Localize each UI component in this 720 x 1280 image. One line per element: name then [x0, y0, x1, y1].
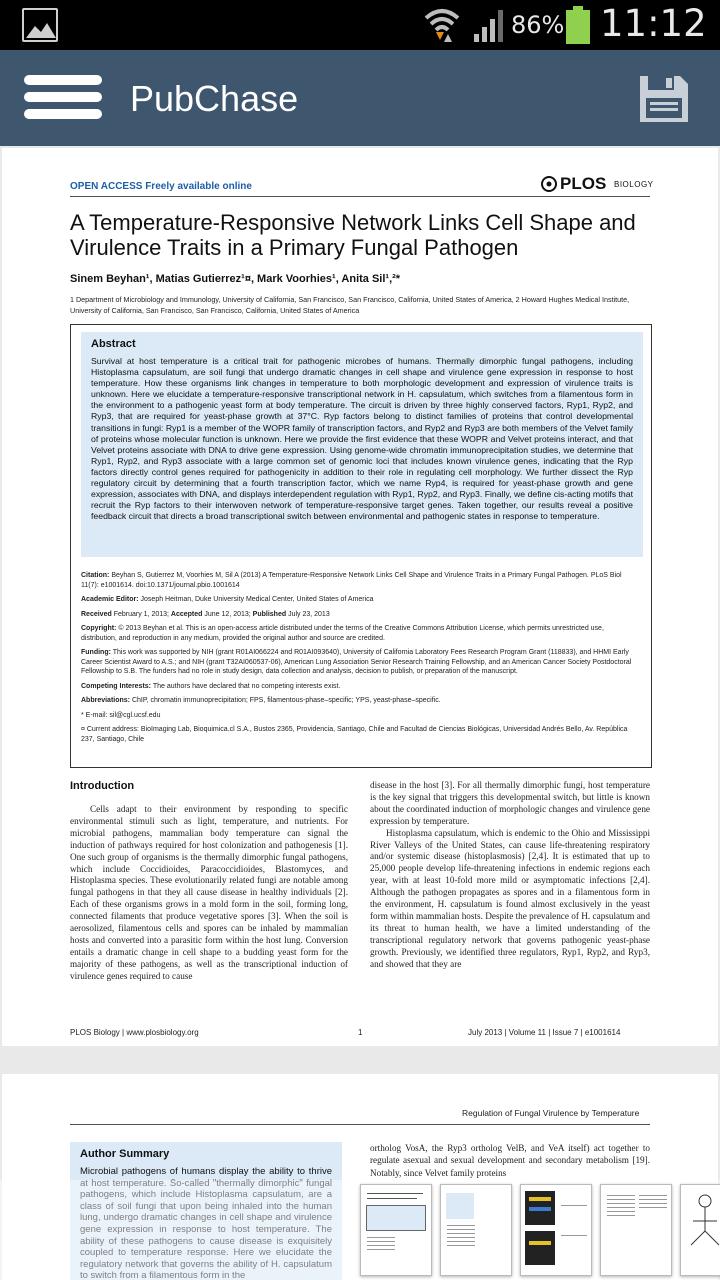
- footer-page-number: 1: [358, 1028, 363, 1037]
- status-bar: [0, 0, 720, 50]
- battery-percent: 86%: [511, 11, 565, 39]
- abstract-frame: [70, 324, 652, 768]
- page-thumbnail-2[interactable]: [440, 1184, 512, 1276]
- author-summary-heading: Author Summary: [80, 1148, 170, 1160]
- paper-title: A Temperature-Responsive Network Links Cell Shape and Virulence Traits in a Primary Fungal Pathogen: [70, 210, 636, 260]
- menu-icon[interactable]: [24, 75, 102, 121]
- page-thumbnail-1[interactable]: [360, 1184, 432, 1276]
- wifi-icon: [424, 6, 460, 44]
- article-metadata: Citation: Beyhan S, Gutierrez M, Voorhies M, Sil A (2013) A Temperature-Responsive Network Links Cell Shape and Virulence Traits in a Primary Fungal Pathogen. PLoS Biol 11(7): e1001614. doi:10.1371/journal.pbio.1001614 Academic Editor: Joseph Heitman, Duke University Medical Center, United States of America Received February 1, 2013; Accepted June 12, 2013; Published July 23, 2013 Copyright: © 2013 Beyhan et al. This is an open-access article distributed under the terms of the Creative Commons Attribution License, which permits unrestricted use, distribution, and reproduction in any medium, provided the original author and source are credited. Funding: This work was supported by NIH (grant R01AI066224 and R01AI093640), University of California Laboratory Fees Research Program Grant (118833), and HHMI Early Career Scientist Award to A.S.; and NIH (grant T32AI060537-06), American Lung Association Senior Research Training Fellowship, and an American Cancer Society Postdoctoral Fellowship to S.B. The funders had no role in study design, data collection and analysis, decision to publish, or preparation of the manuscript. Competing Interests: The authors have declared that no competing interests exist. Abbreviations: ChIP, chromatin immunoprecipitation; FPS, filamentous-phase–specific; YPS, yeast-phase–specific. * E-mail: sil@cgl.ucsf.edu ¤ Current address: BioImaging Lab, Bioquimica.cl S.A., Bustos 2365, Providencia, Santiago, Chile and Facultad de Ciencias Biológicas, Universidad Andrés Bello, Av. República 237, Santiago, Chile: [81, 572, 632, 743]
- header-rule: [70, 196, 650, 197]
- page-thumbnail-strip: [0, 1180, 720, 1280]
- page-thumbnail-3[interactable]: [520, 1184, 592, 1276]
- page-thumbnail-4[interactable]: [600, 1184, 672, 1276]
- save-icon[interactable]: [636, 74, 690, 124]
- footer-issue: July 2013 | Volume 11 | Issue 7 | e1001614: [468, 1028, 621, 1037]
- intro-column-2: disease in the host [3]. For all thermally dimorphic fungi, host temperature is the key signal that triggers this developmental switch, but little is known about the coordinated induction of morphologic changes and virulence gene expression by temperature. Histoplasma capsulatum, which is endemic to the Ohio and Mississippi River Valleys of the United States, can cause life-threatening respiratory and/or systemic disease (histoplasmosis) [2,4]. It is estimated that up to 25,000 people develop life-threatening infections in endemic regions each year, with at least 10-fold more mild or asymptomatic infections [2,4]. Although the pathogen propagates as spores and in a filamentous form in the environment, H. capsulatum is found almost exclusively in the yeast form within mammalian hosts. Despite the prevalence of H. capsulatum and its threat to human health, we have a limited understanding of the transcriptional regulatory network that governs pathogenic yeast-phase growth. Previously, we identified three regulators, Ryp1, Ryp2, and Ryp3, and showed that they are: [370, 780, 650, 969]
- app-title: PubChase: [130, 78, 299, 119]
- cell-signal-icon: [472, 8, 506, 42]
- clock: 11:12: [600, 2, 707, 45]
- abstract-box: [81, 332, 643, 557]
- running-head: Regulation of Fungal Virulence by Temperature: [462, 1108, 640, 1118]
- pdf-page-1[interactable]: [2, 148, 718, 1046]
- page2-column-2: ortholog VosA, the Ryp3 ortholog VelB, and VeA itself) act together to regulate asexual and sexual development and secondary metabolism [19]. Notably, since Velvet family proteins: [370, 1143, 650, 1178]
- page2-header-rule: [70, 1124, 650, 1125]
- gallery-notification-icon: [22, 8, 58, 42]
- footer-journal: PLOS Biology | www.plosbiology.org: [70, 1028, 199, 1037]
- journal-logo: PLOS: [560, 174, 607, 193]
- open-access-label: OPEN ACCESS Freely available online: [70, 181, 252, 192]
- page-thumbnail-5[interactable]: [680, 1184, 720, 1276]
- app-bar: [0, 50, 720, 146]
- intro-column-1: Cells adapt to their environment by responding to specific environmental stimuli such as light, temperature, and nutrients. For microbial pathogens, mammalian body temperature can signal the induction of pathways required for host colonization and pathogenesis [1]. One such group of organisms is the thermally dimorphic fungal pathogens, which include Coccidioides, Paracoccidioides, Blastomyces, and Histoplasma species. These evolutionarily related fungi are notable among fungal pathogens in that they all cause disease in healthy individuals [2]. Each of these organisms grows in a mold form in the soil, forming long, connected filaments that produce vegetative spores [3]. When the soil is aerosolized, filamentous cells and spores can be inhaled by mammalian hosts and converted into a parasitic form within the host lung. Conversion entails a dramatic change in cell shape to a budding yeast form for the majority of these pathogens, as well as the transcriptional induction of virulence genes required to cause: [70, 804, 348, 981]
- author-summary-text: Microbial pathogens of humans display the ability to thrive at host temperature. So-called "thermally dimorphic" fungal pathogens, which include Histoplasma capsulatum, are a class of soil fungi that upon being inhaled into the human lung, undergo dramatic changes in cell shape and virulence gene expression in response to host temperature. The ability of these pathogens to cause disease is exquisitely coupled to temperature response. Here we elucidate the regulatory network that governs the ability of H. capsulatum to switch from a filamentous form in the: [80, 1166, 332, 1280]
- paper-affiliations: 1 Department of Microbiology and Immunology, University of California, San Francisco, San Francisco, California, United States of America, 2 Howard Hughes Medical Institute, University of California, San Francisco, San Francisco, California, United States of America: [70, 295, 630, 315]
- battery-icon: [566, 6, 590, 44]
- paper-authors: Sinem Beyhan¹, Matias Gutierrez¹¤, Mark Voorhies¹, Anita Sil¹,²*: [70, 273, 401, 285]
- plos-logo-icon: [540, 175, 558, 193]
- introduction-heading: Introduction: [70, 780, 135, 792]
- abstract-heading: Abstract: [91, 338, 136, 350]
- abstract-text: Survival at host temperature is a critical trait for pathogenic microbes of humans. Thermally dimorphic fungal pathogens, including Histoplasma capsulatum, are soil fungi that undergo dramatic changes in cell shape and virulence gene expression in response to host temperature. How these organisms link changes in temperature to both morphologic development and expression of virulence traits is unknown. Here we elucidate a temperature-responsive transcriptional network in H. capsulatum, which switches from a filamentous form in the environment to a pathogenic yeast form at body temperature. The circuit is driven by three highly conserved factors, Ryp1, Ryp2, and Ryp3, that are required for yeast-phase growth at 37°C. Ryp factors belong to distinct families of proteins that control developmental transitions in fungi: Ryp1 is a member of the WOPR family of transcription factors, and Ryp2 and Ryp3 are both members of the Velvet family of proteins whose molecular function is unknown. Here we provide the first evidence that these WOPR and Velvet proteins interact, and that Velvet proteins associate with DNA to drive gene expression. Using genome-wide chromatin immunoprecipitation studies, we determine that Ryp1, Ryp2, and Ryp3 associate with a large common set of genomic loci that includes known virulence genes, indicating that the Ryp factors directly control genes required for pathogenicity in addition to their role in regulating cell morphology. We further dissect the Ryp regulatory circuit by determining that a fourth transcription factor, which we name Ryp4, is required for yeast-phase growth and gene expression, associates with DNA, and displays interdependent regulation with Ryp1, Ryp2, and Ryp3. Finally, we define cis-acting motifs that recruit the Ryp factors to their interwoven network of temperature-responsive target genes. Taken together, our results reveal a positive feedback circuit that directs a broad transcriptional switch between environmental and pathogenic states in response to temperature.: [91, 356, 633, 522]
- journal-section: BIOLOGY: [614, 180, 654, 189]
